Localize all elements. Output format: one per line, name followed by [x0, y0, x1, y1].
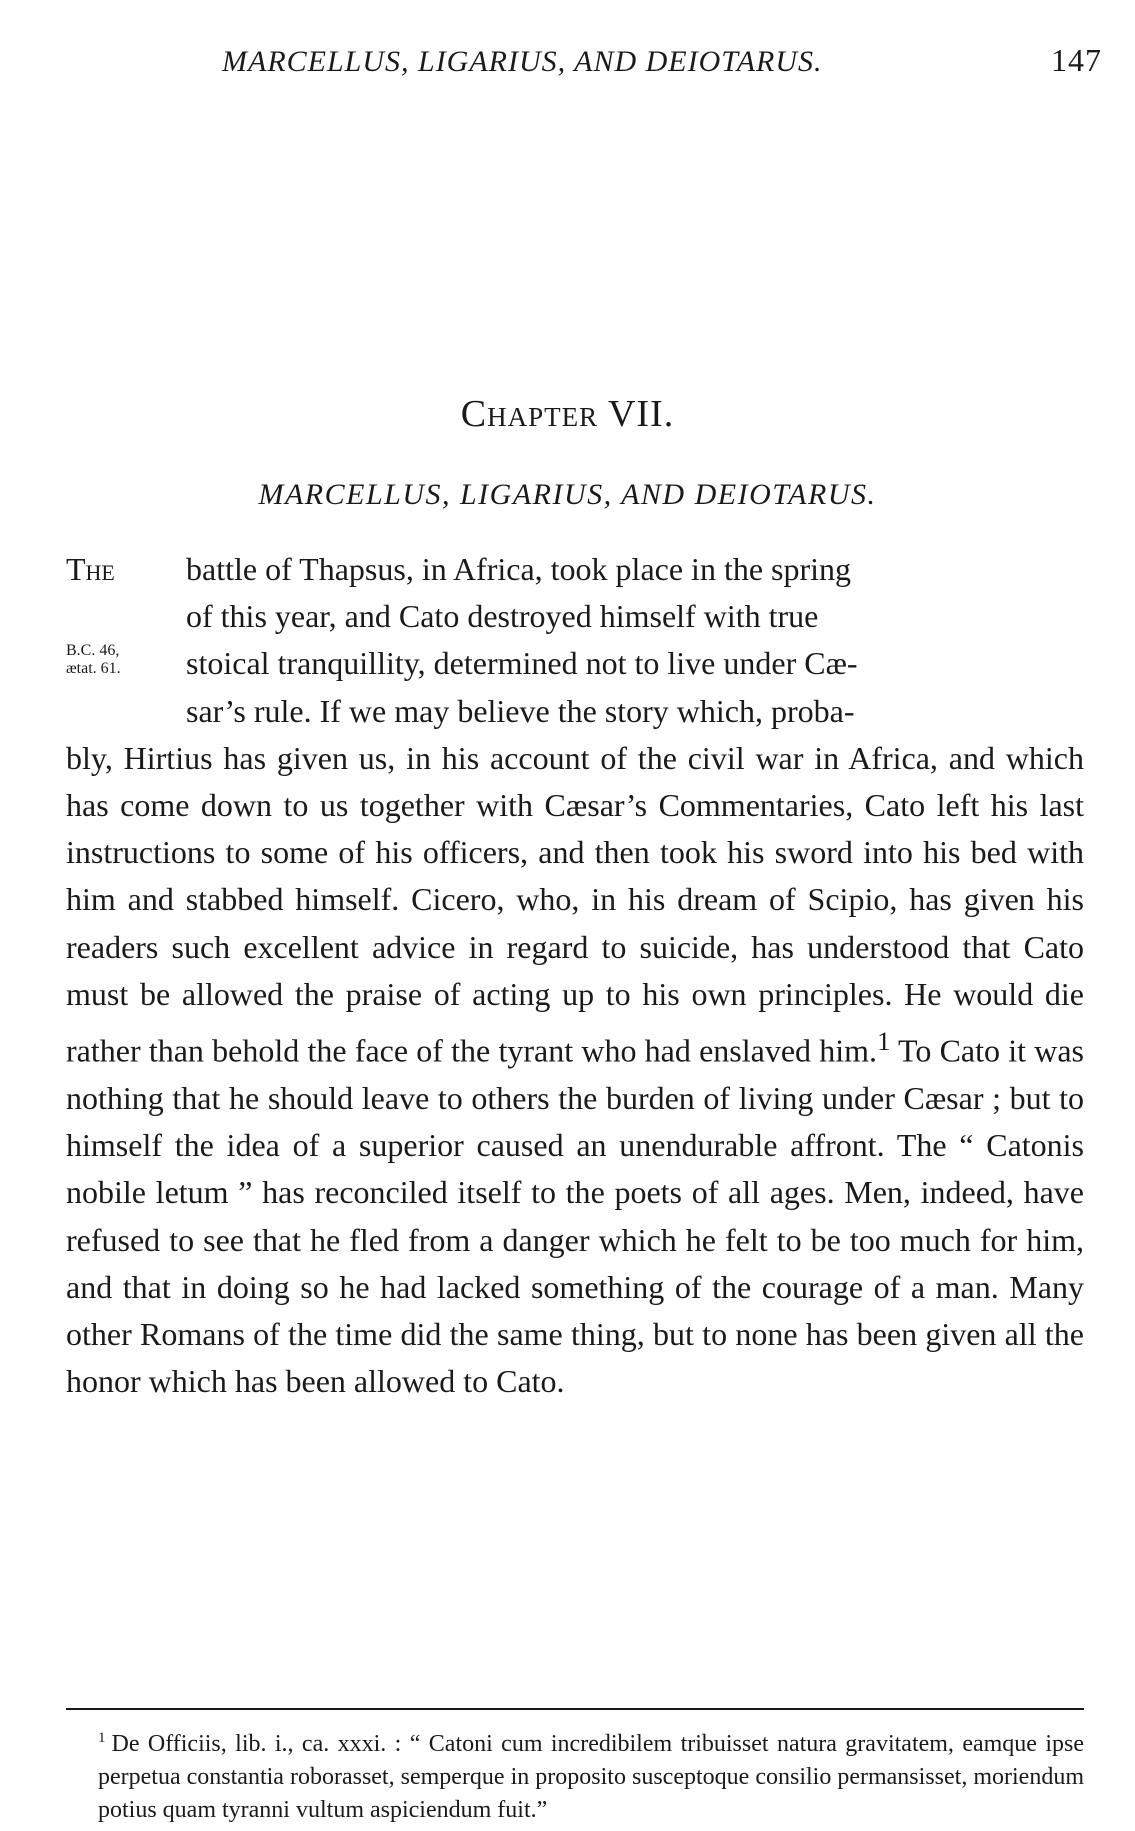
paragraph-line [66, 546, 1084, 593]
paragraph-line: sar’s rule. If we may believe the story which, proba- [186, 692, 855, 729]
paragraph-body [66, 735, 1084, 1406]
footnote-body [66, 1722, 1084, 1827]
chapter-heading: Chapter VII. [460, 393, 675, 435]
margin-note-line: ætat. 61. [66, 660, 121, 677]
body-text [66, 546, 1084, 1405]
lead-word: The [66, 551, 115, 587]
page-number: 147 [1051, 42, 1102, 78]
margin-note-line: B.C. 46, [66, 642, 120, 659]
footnote-text: De Officiis, lib. i., ca. xxxi. : “ Catoni cum incredibilem tribuisset natura gravitatem, eamque ipse perpetua constantia roborasset, semperque in proposito susceptoque consilio permansisset, moriendum potius quam tyranni vultum aspiciendum fuit.” [98, 1731, 1084, 1823]
running-title: MARCELLUS, LIGARIUS, AND DEIOTARUS. [222, 45, 823, 78]
running-header [222, 42, 1102, 79]
body-text-continued: To Cato it was nothing that he should leave to others the burden of living under Cæsar ; but to himself the idea of a superior caused an unendurable affront. The “ Catonis nobile letum ” has reconciled itself to the poets of all ages. Men, indeed, have refused to see that he fled from a danger which he felt to be too much for him, and that in doing so he had lacked something of the courage of a man. Many other Romans of the time did the same thing, but to none has been given all the honor which has been allowed to Cato. [66, 1032, 1085, 1400]
paragraph-line: stoical tranquillity, determined not to live under Cæ- [186, 645, 858, 682]
paragraph-line: of this year, and Cato destroyed himself with true [186, 598, 819, 635]
footnote [66, 1722, 1084, 1827]
chapter-title: MARCELLUS, LIGARIUS, AND DEIOTARUS. [258, 478, 877, 511]
footnote-marker: 1 [98, 1730, 106, 1746]
footnote-reference[interactable]: 1 [877, 1026, 891, 1057]
body-text-main: bly, Hirtius has given us, in his account of the civil war in Africa, and which has come down to us together with Cæsar’s Commentaries, Cato left his last instructions to some of his officers, and then took his sword into his bed with him and stabbed himself. Cicero, who, in his dream of Scipio, has given his readers such excellent advice in regard to suicide, has understood that Cato must be allowed the praise of acting up to his own principles. He would die rather than behold the face of the tyrant who had enslaved him. [66, 739, 1084, 1069]
line-text: battle of Thapsus, in Africa, took place in the spring [186, 551, 852, 587]
footnote-divider [66, 1708, 1084, 1710]
